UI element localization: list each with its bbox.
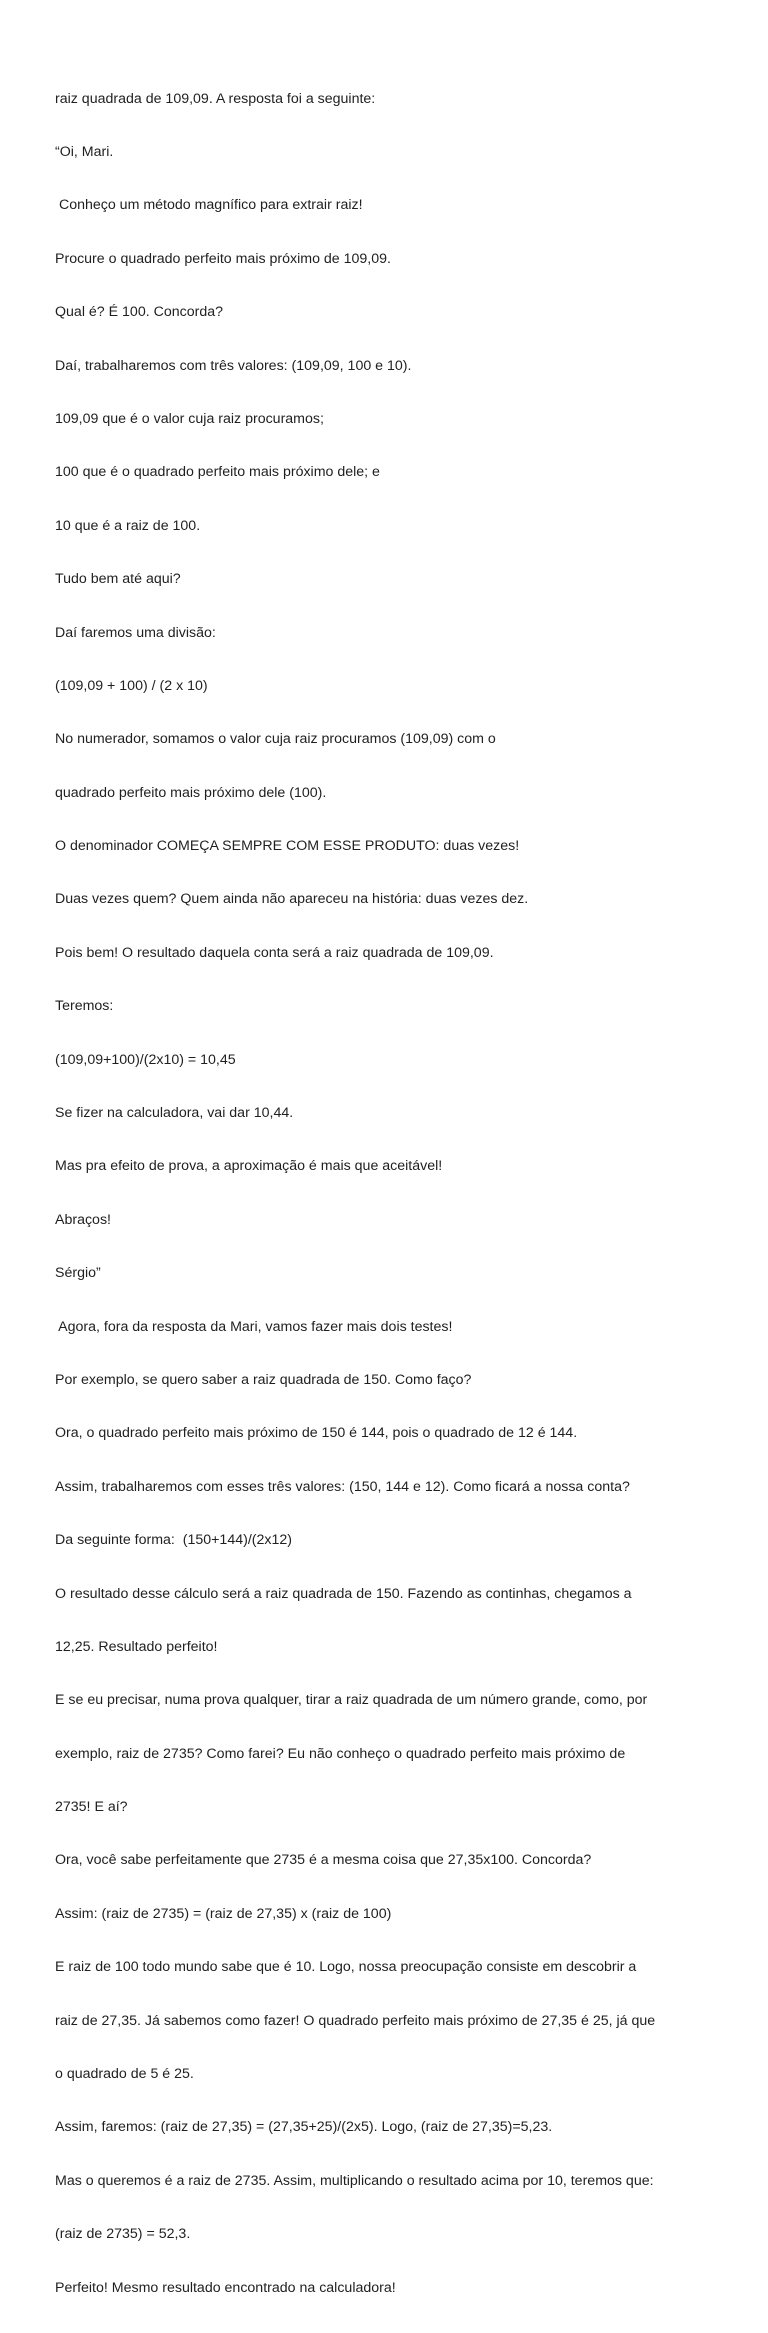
text-line: O denominador COMEÇA SEMPRE COM ESSE PRODUTO: duas vezes!	[55, 838, 520, 855]
text-line: (109,09+100)/(2x10) = 10,45	[55, 1051, 236, 1068]
text-line: Se fizer na calculadora, vai dar 10,44.	[55, 1105, 294, 1122]
text-line: Abraços!	[55, 1211, 111, 1228]
text-line: Assim, trabalharemos com esses três valores: (150, 144 e 12). Como ficará a nossa conta?	[55, 1478, 630, 1495]
text-line: No numerador, somamos o valor cuja raiz procuramos (109,09) com o	[55, 731, 496, 748]
text-line: Assim: (raiz de 2735) = (raiz de 27,35) x (raiz de 100)	[55, 1905, 392, 1922]
document-text	[55, 55, 715, 2333]
text-line: 12,25. Resultado perfeito!	[55, 1638, 218, 1655]
text-line: Por exemplo, se quero saber a raiz quadrada de 150. Como faço?	[55, 1371, 472, 1388]
text-line: quadrado perfeito mais próximo dele (100).	[55, 784, 327, 801]
text-line: Conheço um método magnífico para extrair raiz!	[55, 197, 363, 214]
text-line: 109,09 que é o valor cuja raiz procuramos;	[55, 410, 324, 427]
text-line: 10 que é a raiz de 100.	[55, 517, 201, 534]
text-line: “Oi, Mari.	[55, 143, 114, 160]
text-line: Mas o queremos é a raiz de 2735. Assim, multiplicando o resultado acima por 10, teremos que:	[55, 2172, 654, 2189]
text-line: Agora, fora da resposta da Mari, vamos fazer mais dois testes!	[55, 1318, 453, 1335]
text-line: E se eu precisar, numa prova qualquer, tirar a raiz quadrada de um número grande, como, por	[55, 1692, 648, 1709]
text-line: Ora, você sabe perfeitamente que 2735 é a mesma coisa que 27,35x100. Concorda?	[55, 1852, 592, 1869]
text-line: raiz de 27,35. Já sabemos como fazer! O quadrado perfeito mais próximo de 27,35 é 25, já que	[55, 2012, 656, 2029]
text-line: O resultado desse cálculo será a raiz quadrada de 150. Fazendo as continhas, chegamos a	[55, 1585, 632, 1602]
text-line: Daí, trabalharemos com três valores: (109,09, 100 e 10).	[55, 357, 412, 374]
text-line: 2735! E aí?	[55, 1799, 128, 1816]
text-line: Sérgio”	[55, 1265, 101, 1282]
text-line: Daí faremos uma divisão:	[55, 624, 216, 641]
text-line: o quadrado de 5 é 25.	[55, 2066, 194, 2083]
text-line: Duas vezes quem? Quem ainda não apareceu na história: duas vezes dez.	[55, 891, 529, 908]
text-line: (raiz de 2735) = 52,3.	[55, 2226, 191, 2243]
text-line: Ora, o quadrado perfeito mais próximo de 150 é 144, pois o quadrado de 12 é 144.	[55, 1425, 578, 1442]
text-line: (109,09 + 100) / (2 x 10)	[55, 677, 208, 694]
text-line: exemplo, raiz de 2735? Como farei? Eu não conheço o quadrado perfeito mais próximo de	[55, 1745, 626, 1762]
text-line: Perfeito! Mesmo resultado encontrado na calculadora!	[55, 2279, 396, 2296]
text-line: Pois bem! O resultado daquela conta será a raiz quadrada de 109,09.	[55, 944, 494, 961]
text-line: E raiz de 100 todo mundo sabe que é 10. Logo, nossa preocupação consiste em descobrir a	[55, 1959, 637, 1976]
text-line: Procure o quadrado perfeito mais próximo de 109,09.	[55, 250, 391, 267]
text-line: raiz quadrada de 109,09. A resposta foi a seguinte:	[55, 90, 376, 107]
text-line: 100 que é o quadrado perfeito mais próximo dele; e	[55, 464, 380, 481]
text-line: Da seguinte forma: (150+144)/(2x12)	[55, 1532, 292, 1549]
text-line: Mas pra efeito de prova, a aproximação é mais que aceitável!	[55, 1158, 443, 1175]
text-line: Teremos:	[55, 998, 114, 1015]
text-line: Qual é? É 100. Concorda?	[55, 304, 223, 321]
text-line: Tudo bem até aqui?	[55, 571, 181, 588]
text-line: Assim, faremos: (raiz de 27,35) = (27,35+25)/(2x5). Logo, (raiz de 27,35)=5,23.	[55, 2119, 553, 2136]
